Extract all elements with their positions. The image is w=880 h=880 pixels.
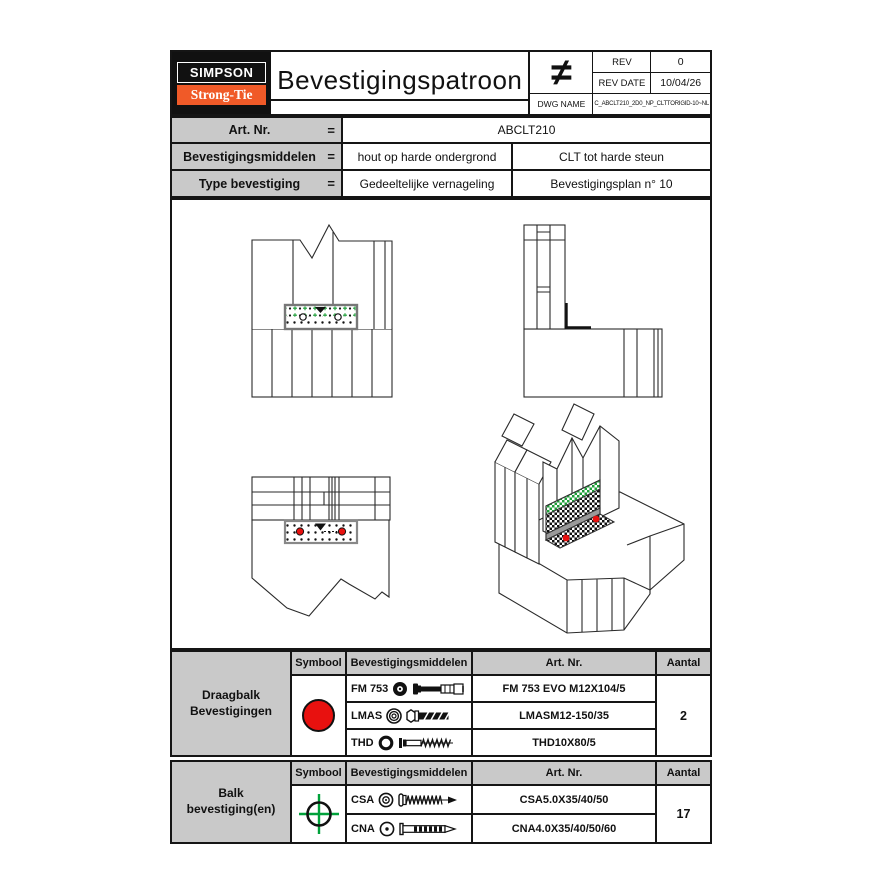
aantal-header: Aantal — [657, 652, 710, 674]
artnr-cna: CNA4.0X35/40/50/60 — [473, 815, 655, 842]
type-label: Type bevestiging — [198, 176, 301, 191]
equals-sign: = — [327, 149, 335, 164]
middelen-value-1: hout op harde ondergrond — [343, 144, 513, 169]
cna-side-icon — [399, 820, 459, 838]
lmas-head-icon — [385, 707, 403, 725]
technical-drawing-svg — [172, 200, 710, 648]
isometric-view-drawing — [495, 404, 684, 633]
fastener-row-thd — [347, 730, 471, 755]
bottom-view-drawing — [252, 477, 390, 616]
dwg-name-label: DWG NAME — [530, 93, 592, 114]
fastener-row-fm753 — [347, 676, 471, 701]
fm753-head-icon — [391, 680, 409, 698]
rev-value: 0 — [650, 52, 710, 72]
artnr-fm753: FM 753 EVO M12X104/5 — [473, 676, 655, 701]
thd-side-icon — [398, 734, 456, 752]
artnr-lmas: LMASM12-150/35 — [473, 703, 655, 728]
info-row-type — [172, 169, 710, 196]
fastener-name: LMAS — [351, 709, 383, 722]
cna-head-icon — [378, 820, 396, 838]
artnr-label: Art. Nr. — [228, 123, 271, 137]
not-equal-icon: ≠ — [550, 51, 572, 94]
front-view-drawing — [252, 225, 392, 397]
revision-block — [528, 52, 710, 114]
middelen-label: Bevestigingsmiddelen — [183, 149, 316, 164]
middelen-value-2: CLT tot harde steun — [559, 149, 664, 164]
fastener-name: CNA — [351, 822, 375, 835]
side-view-drawing — [524, 225, 662, 397]
fastener-name: FM 753 — [351, 682, 389, 695]
draagbalk-aantal-value: 2 — [657, 676, 710, 755]
draagbalk-symbol-cell — [292, 676, 345, 755]
drawing-area — [170, 198, 712, 650]
title-cell — [271, 52, 528, 114]
artnr-thd: THD10X80/5 — [473, 730, 655, 755]
type-value-2: Bevestigingsplan n° 10 — [550, 176, 673, 191]
csa-head-icon — [377, 791, 395, 809]
draagbalk-group-label: Draagbalk Bevestigingen — [172, 652, 290, 755]
middelen-header: Bevestigingsmiddelen — [347, 762, 471, 784]
title-block — [170, 50, 712, 116]
info-row-middelen — [172, 142, 710, 169]
symbool-header: Symbool — [292, 762, 345, 784]
logo-strongtie-text: Strong-Tie — [177, 85, 266, 105]
artnr-header: Art. Nr. — [473, 762, 655, 784]
rev-date-label: REV DATE — [592, 72, 650, 93]
rev-label: REV — [592, 52, 650, 72]
red-circle-symbol — [302, 699, 335, 732]
fm753-side-icon — [412, 680, 468, 698]
artnr-value: ABCLT210 — [497, 123, 556, 137]
info-table — [170, 116, 712, 198]
fastener-name: CSA — [351, 793, 375, 806]
lmas-side-icon — [406, 707, 454, 725]
thd-head-icon — [377, 734, 395, 752]
dwg-name-value: C_ABCLT210_2D0_NP_CLTTORIGID-10~NL — [592, 93, 710, 114]
artnr-label-cell — [172, 118, 343, 142]
green-crosshair-symbol — [296, 791, 342, 837]
artnr-header: Art. Nr. — [473, 652, 655, 674]
middelen-label-cell — [172, 144, 343, 169]
balk-symbol-cell — [292, 786, 345, 842]
equals-sign: = — [327, 176, 335, 191]
equals-sign: = — [327, 122, 335, 138]
fastener-row-csa — [347, 786, 471, 813]
simpson-strongtie-logo — [172, 52, 271, 114]
balk-aantal-value: 17 — [657, 786, 710, 842]
fastener-row-lmas — [347, 703, 471, 728]
info-row-artnr — [172, 118, 710, 142]
fastener-row-cna — [347, 815, 471, 842]
csa-side-icon — [398, 791, 460, 809]
aantal-header: Aantal — [657, 762, 710, 784]
fastener-name: THD — [351, 736, 374, 749]
draagbalk-table — [170, 650, 712, 757]
artnr-csa: CSA5.0X35/40/50 — [473, 786, 655, 813]
page-title: Bevestigingspatroon — [271, 65, 528, 101]
symbool-header: Symbool — [292, 652, 345, 674]
type-value-1: Gedeeltelijke vernageling — [343, 171, 513, 196]
balk-group-label: Balk bevestiging(en) — [172, 762, 290, 842]
middelen-header: Bevestigingsmiddelen — [347, 652, 471, 674]
balk-table — [170, 760, 712, 844]
type-label-cell — [172, 171, 343, 196]
logo-simpson-text: SIMPSON — [177, 62, 266, 83]
rev-date-value: 10/04/26 — [650, 72, 710, 93]
